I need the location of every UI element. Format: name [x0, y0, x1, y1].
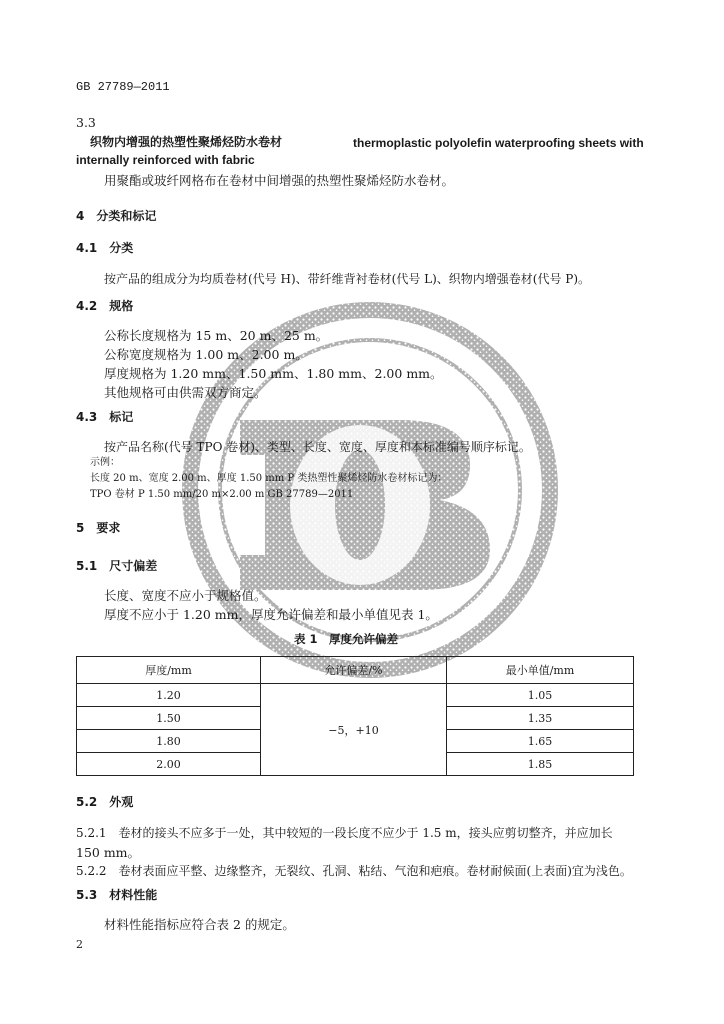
section-3-3-number: 3.3: [76, 115, 96, 130]
section-4-1-title: 4.1 分类: [76, 241, 134, 255]
min-value-cell: 1.65: [447, 730, 634, 753]
spec-line-3: 厚度规格为 1.20 mm、1.50 mm、1.80 mm、2.00 mm。: [104, 366, 443, 381]
example-label: 示例：: [90, 457, 120, 468]
size-requirement-2: 厚度不应小于 1.20 mm，厚度允许偏差和最小单值见表 1。: [104, 607, 438, 622]
spec-line-4: 其他规格可由供需双方商定。: [104, 385, 267, 400]
table-row: [77, 684, 634, 707]
header-thickness: 厚度/mm: [77, 657, 261, 684]
thickness-cell: 1.50: [77, 707, 261, 730]
section-4-2-title: 4.2 规格: [76, 299, 134, 313]
section-5-2-2: 5.2.2 卷材表面应平整、边缘整齐，无裂纹、孔洞、粘结、气泡和疤痕。卷材耐候面(上表面)宜为浅色。: [76, 864, 632, 878]
section-5-title: 5 要求: [76, 521, 121, 535]
section-4-3-title: 4.3 标记: [76, 410, 134, 424]
thickness-cell: 2.00: [77, 753, 261, 776]
section-4-1-text: 按产品的组成分为均质卷材(代号 H)、带纤维背衬卷材(代号 L)、织物内增强卷材(代号 P)。: [104, 272, 591, 286]
spec-line-2: 公称宽度规格为 1.00 m、2.00 m。: [104, 347, 308, 362]
section-5-3-title: 5.3 材料性能: [76, 888, 158, 902]
min-value-cell: 1.85: [447, 753, 634, 776]
thickness-cell: 1.80: [77, 730, 261, 753]
header-min-value: 最小单值/mm: [447, 657, 634, 684]
section-5-3-text: 材料性能指标应符合表 2 的规定。: [104, 917, 295, 932]
standard-header: GB 27789—2011: [76, 80, 170, 94]
example-line-2: TPO 卷材 P 1.50 mm/20 m×2.00 m GB 27789—2011: [90, 489, 354, 500]
section-3-3-title-cn: 织物内增强的热塑性聚烯烃防水卷材: [90, 135, 283, 149]
min-value-cell: 1.05: [447, 684, 634, 707]
table-header-row: [77, 657, 634, 684]
section-5-2-1-line-1: 5.2.1 卷材的接头不应多于一处，其中较短的一段长度不应少于 1.5 m，接头应剪切整齐，并应加长: [76, 826, 613, 840]
section-4-3-text: 按产品名称(代号 TPO 卷材)、类型、长度、宽度、厚度和本标准编号顺序标记。: [104, 440, 531, 454]
tolerance-cell: −5，+10: [261, 684, 447, 776]
section-3-3-title-en-1: thermoplastic polyolefin waterproofing sheets with: [353, 136, 644, 150]
section-5-1-title: 5.1 尺寸偏差: [76, 559, 158, 573]
section-5-2-title: 5.2 外观: [76, 795, 134, 809]
min-value-cell: 1.35: [447, 707, 634, 730]
section-4-title: 4 分类和标记: [76, 209, 157, 223]
section-3-3-title-en-2: internally reinforced with fabric: [76, 153, 255, 167]
section-5-2-1-line-2: 150 mm。: [76, 845, 141, 860]
table-1-title: 表 1 厚度允许偏差: [294, 632, 399, 646]
example-line-1: 长度 20 m、宽度 2.00 m、厚度 1.50 mm P 类热塑性聚烯烃防水卷材标记为：: [90, 473, 448, 484]
page-number: 2: [76, 938, 83, 951]
thickness-cell: 1.20: [77, 684, 261, 707]
header-tolerance: 允许偏差/%: [261, 657, 447, 684]
section-3-3-definition: 用聚酯或玻纤网格布在卷材中间增强的热塑性聚烯烃防水卷材。: [104, 173, 455, 188]
size-requirement-1: 长度、宽度不应小于规格值。: [104, 588, 267, 603]
spec-line-1: 公称长度规格为 15 m、20 m、25 m。: [104, 328, 329, 343]
thickness-tolerance-table: [76, 656, 634, 776]
